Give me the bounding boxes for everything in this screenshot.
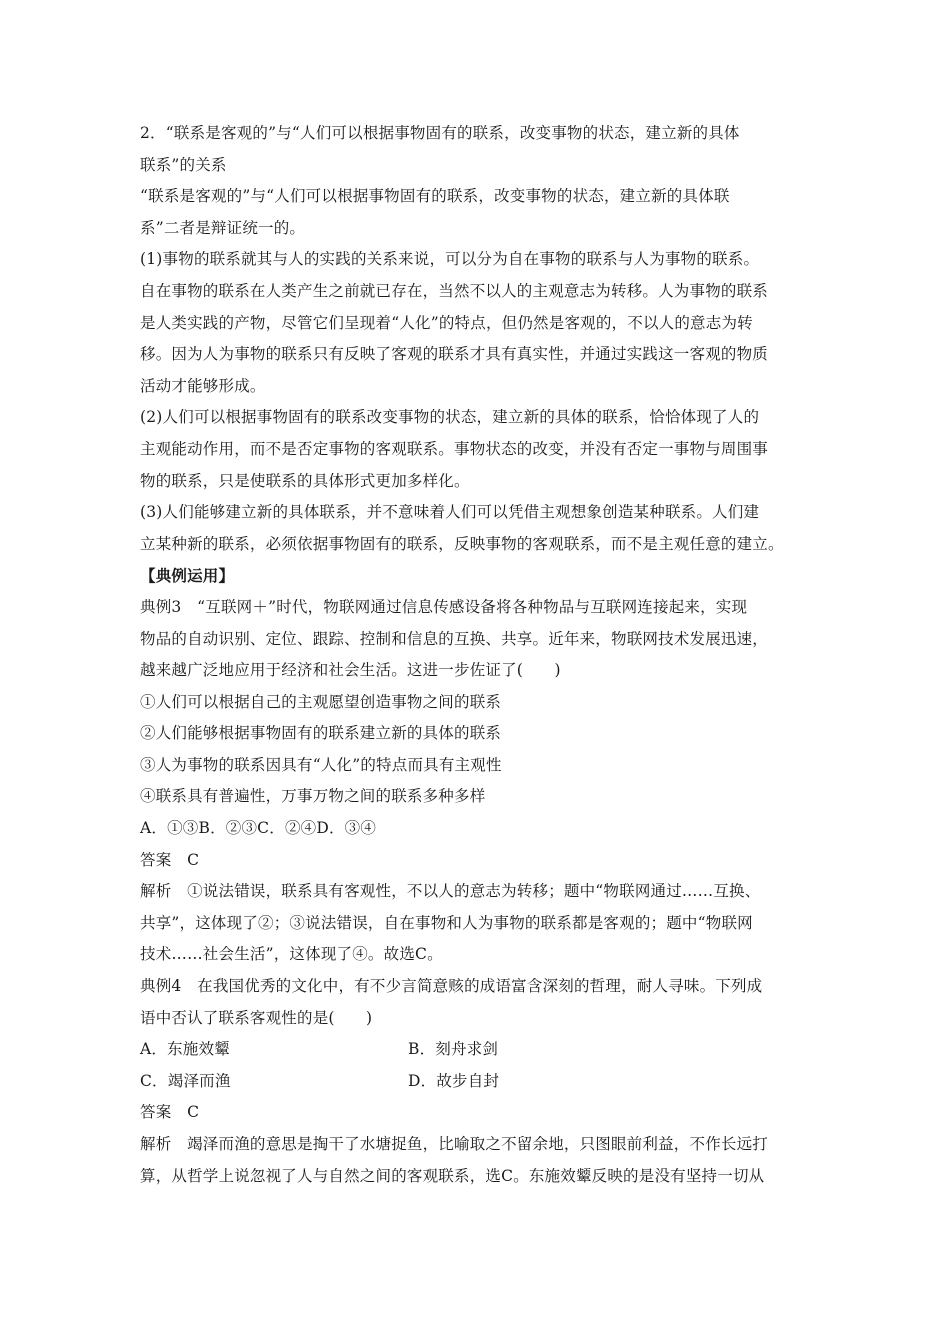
options-row [140,1034,820,1066]
text-line: 物品的自动识别、定位、跟踪、控制和信息的互换、共享。近年来，物联网技术发展迅速， [140,629,769,648]
option-b: B．刻舟求剑 [408,1040,499,1059]
text-line: 越来越广泛地应用于经济和社会生活。这进一步佐证了( ) [140,661,561,680]
text-line: 技术……社会生活”，这体现了④。故选C。 [140,945,443,964]
text-line: 移。因为人为事物的联系只有反映了客观的联系才具有真实性，并通过实践这一客观的物质 [140,345,769,364]
answer-line: 答案 C [140,1103,200,1122]
text-line: 立某种新的联系，必须依据事物固有的联系，反映事物的客观联系，而不是主观任意的建立。 [140,534,784,553]
text-line: 2．“联系是客观的”与“人们可以根据事物固有的联系，改变事物的状态，建立新的具体 [140,124,740,142]
options-row [140,1066,820,1098]
document-page [140,118,820,1192]
text-line: 联系”的关系 [140,155,227,174]
text-line: 解析 ①说法错误，联系具有客观性，不以人的意志为转移；题中“物联网通过……互换、 [140,882,761,901]
text-line: 典例4 在我国优秀的文化中，有不少言简意赅的成语富含深刻的哲理，耐人寻味。下列成 [140,977,763,996]
text-line: (1)事物的联系就其与人的实践的关系来说，可以分为自在事物的联系与人为事物的联系。 [140,250,760,269]
text-line: 自在事物的联系在人类产生之前就已存在，当然不以人的主观意志为转移。人为事物的联系 [140,281,769,300]
section-heading: 【典例运用】 [140,566,235,586]
text-line: 算，从哲学上说忽视了人与自然之间的客观联系，选C。东施效颦反映的是没有坚持一切从 [140,1166,765,1185]
answer-options: A．①③B．②③C．②④D．③④ [140,819,377,838]
text-line: ①人们可以根据自己的主观愿望创造事物之间的联系 [140,692,502,711]
text-line: 语中否认了联系客观性的是( ) [140,1008,373,1027]
text-line: 典例3 “互联网＋”时代，物联网通过信息传感设备将各种物品与互联网连接起来，实现 [140,597,748,616]
text-line: ②人们能够根据事物固有的联系建立新的具体的联系 [140,724,502,743]
option-d: D．故步自封 [408,1071,500,1090]
answer-line: 答案 C [140,850,200,869]
text-line: “联系是客观的”与“人们可以根据事物固有的联系，改变事物的状态，建立新的具体联 [140,187,730,206]
text-line: 系”二者是辩证统一的。 [140,218,306,237]
text-line: 共享”，这体现了②；③说法错误，自在事物和人为事物的联系都是客观的；题中“物联网 [140,913,753,932]
text-line: 主观能动作用，而不是否定事物的客观联系。事物状态的改变，并没有否定一事物与周围事 [140,439,769,458]
text-line: 物的联系，只是使联系的具体形式更加多样化。 [140,471,470,490]
option-c: C．竭泽而渔 [140,1071,231,1090]
text-line: 活动才能够形成。 [140,376,266,395]
text-line: (3)人们能够建立新的具体联系，并不意味着人们可以凭借主观想象创造某种联系。人们建 [140,503,760,522]
text-line: 是人类实践的产物，尽管它们呈现着“人化”的特点，但仍然是客观的，不以人的意志为转 [140,313,753,332]
text-line: ③人为事物的联系因具有“人化”的特点而具有主观性 [140,755,502,774]
text-line: (2)人们可以根据事物固有的联系改变事物的状态，建立新的具体的联系，恰恰体现了人的 [140,408,760,427]
text-line: 解析 竭泽而渔的意思是掏干了水塘捉鱼，比喻取之不留余地，只图眼前利益，不作长远打 [140,1135,769,1153]
option-a: A．东施效颦 [140,1040,230,1059]
text-line: ④联系具有普遍性，万事万物之间的联系多种多样 [140,787,486,806]
